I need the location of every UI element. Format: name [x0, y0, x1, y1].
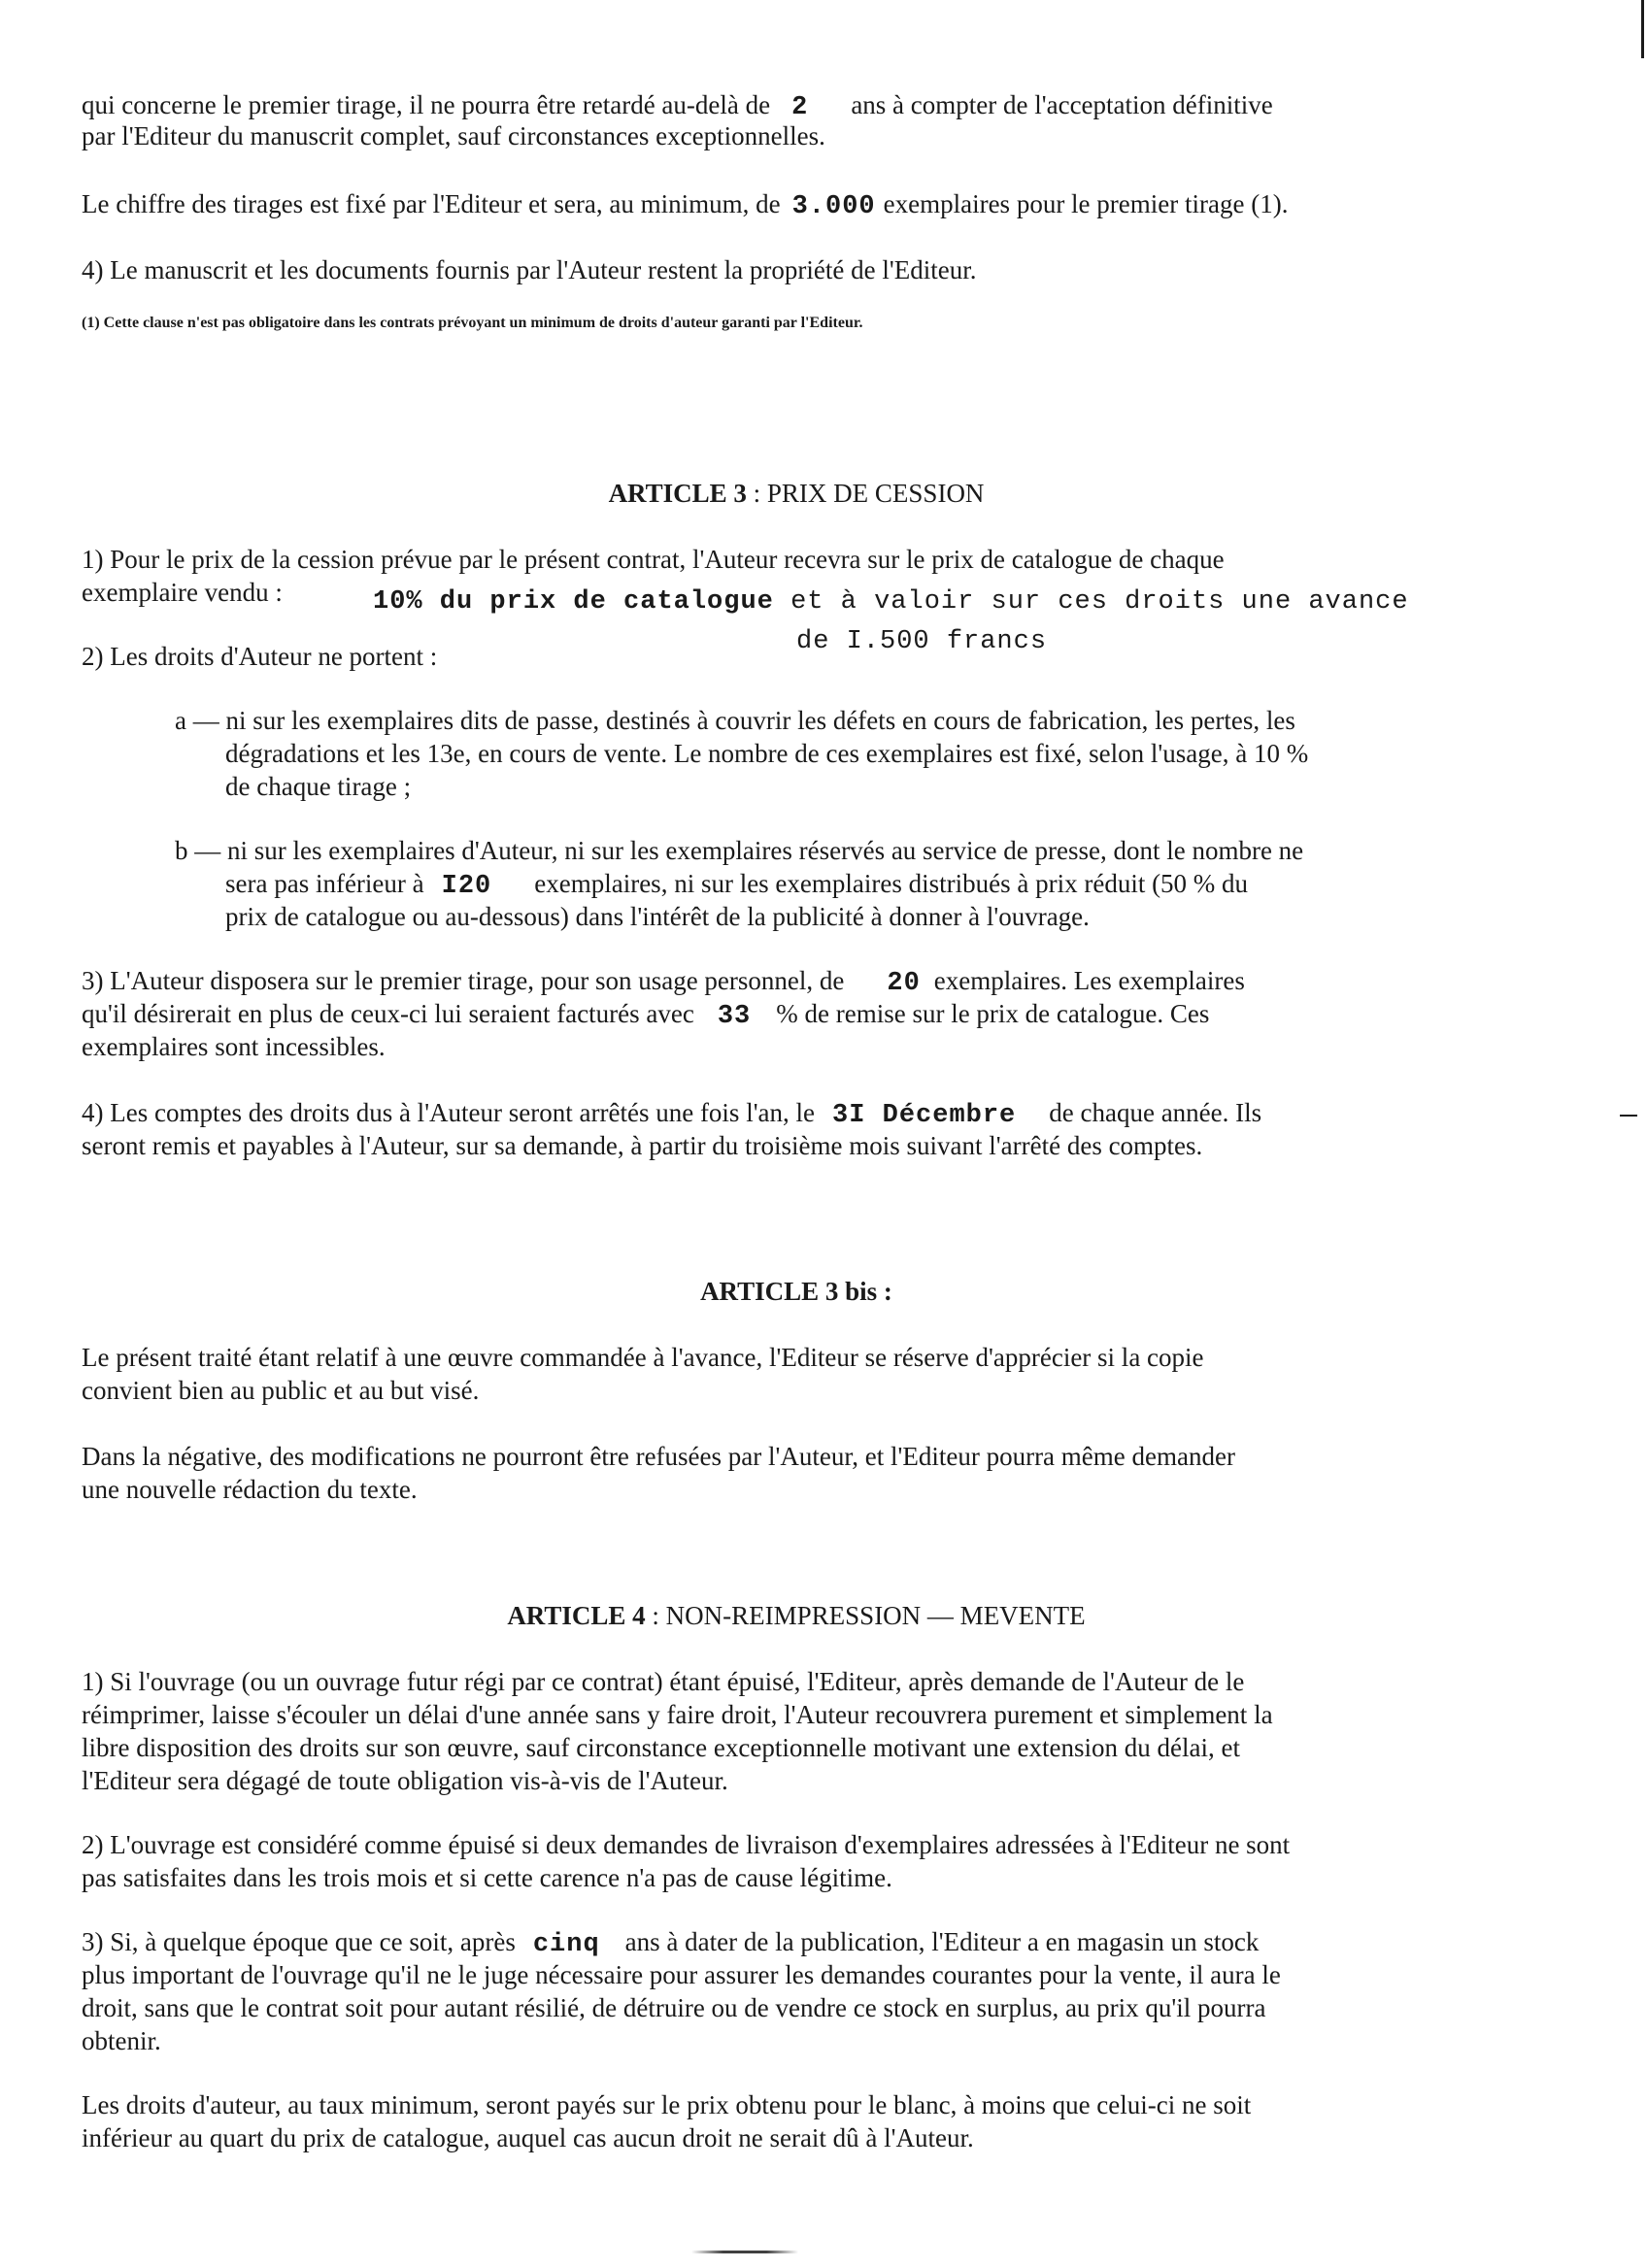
typed-closing-date: 3I Décembre [832, 1101, 1017, 1130]
art4-p2-line-1: 2) L'ouvrage est considéré comme épuisé si deux demandes de livraison d'exemplaires adressées à l'Editeur ne sont [82, 1830, 1291, 1859]
article-3-heading [0, 478, 1593, 509]
art3bis-p2-line-1: Dans la négative, des modifications ne pourront être refusées par l'Auteur, et l'Editeur pourra même demander [82, 1442, 1235, 1471]
article-4-heading [0, 1600, 1593, 1631]
art4-p3-line-1 [82, 1926, 1259, 1960]
art3-p4-line-1-start: 4) Les comptes des droits dus à l'Auteur seront arrêtés une fois l'an, le [82, 1098, 816, 1127]
art4-p1-line-4: l'Editeur sera dégagé de toute obligation vis-à-vis de l'Auteur. [82, 1766, 728, 1795]
art3-p4-line-1 [82, 1097, 1261, 1131]
art3-a-line-3: de chaque tirage ; [225, 772, 412, 801]
art3-b-line-2 [225, 868, 1248, 902]
art3-a-line-2: dégradations et les 13e, en cours de vente. Le nombre de ces exemplaires est fixé, selon l'usage, à 10 % [225, 739, 1309, 768]
art4-p4-line-1: Les droits d'auteur, au taux minimum, seront payés sur le prix obtenu pour le blanc, à moins que celui-ci ne soit [82, 2090, 1252, 2119]
article-3-bis-heading [0, 1276, 1593, 1307]
art3-a-line-1: a — ni sur les exemplaires dits de passe, destinés à couvrir les défets en cours de fabrication, les pertes, les [175, 706, 1295, 735]
art3-b-line-1: b — ni sur les exemplaires d'Auteur, ni sur les exemplaires réservés au service de presse, dont le nombre ne [175, 836, 1304, 865]
intro-line-1-start: qui concerne le premier tirage, il ne pourra être retardé au-delà de [82, 90, 771, 119]
scan-smudge [691, 2251, 798, 2253]
art4-p4-line-2: inférieur au quart du prix de catalogue, auquel cas aucun droit ne serait dû à l'Auteur. [82, 2123, 974, 2152]
art3-p2: 2) Les droits d'Auteur ne portent : [82, 642, 438, 671]
art4-p1-line-2: réimprimer, laisse s'écouler un délai d'une année sans y faire droit, l'Auteur recouvrera purement et simplement la [82, 1700, 1273, 1729]
art4-p1-line-3: libre disposition des droits sur son œuvre, sauf circonstance exceptionnelle motivant une extension du délai, et [82, 1733, 1240, 1762]
article-3-heading-title: : PRIX DE CESSION [746, 479, 985, 508]
typed-press-copies: I20 [441, 872, 492, 901]
typed-royalty-line [373, 586, 1409, 617]
typed-author-copies: 20 [887, 969, 921, 998]
art4-p1-line-1: 1) Si l'ouvrage (ou un ouvrage futur régi par ce contrat) étant épuisé, l'Editeur, après demande de l'Auteur de le [82, 1667, 1245, 1696]
typed-years-stock: cinq [532, 1930, 600, 1959]
typed-tirage-minimum: 3.000 [791, 192, 876, 221]
typed-royalty-rate: 10% du prix de catalogue [373, 587, 774, 617]
art3-p3-line-2 [82, 998, 1209, 1032]
scan-edge-mark [1641, 0, 1644, 58]
art3-p3-line-1 [82, 965, 1245, 999]
typed-discount: 33 [717, 1002, 752, 1031]
art4-p3-line-1-end: ans à dater de la publication, l'Editeur a en magasin un stock [624, 1927, 1260, 1956]
footnote: (1) Cette clause n'est pas obligatoire dans les contrats prévoyant un minimum de droits d'auteur garanti par l'Editeur. [82, 315, 863, 331]
typed-advance-text: et à valoir sur ces droits une avance [773, 587, 1409, 617]
intro-line-1-end: ans à compter de l'acceptation définitive [851, 90, 1273, 119]
art3-p3-line-3: exemplaires sont incessibles. [82, 1032, 386, 1061]
art3-p3-line-2-end: % de remise sur le prix de catalogue. Ces [776, 999, 1210, 1028]
art3-b-line-3: prix de catalogue ou au-dessous) dans l'intérêt de la publicité à donner à l'ouvrage. [225, 902, 1090, 931]
art3bis-p1-line-1: Le présent traité étant relatif à une œuvre commandée à l'avance, l'Editeur se réserve d'apprécier si la copie [82, 1343, 1204, 1372]
art3bis-p2-line-2: une nouvelle rédaction du texte. [82, 1475, 418, 1504]
art4-p2-line-2: pas satisfaites dans les trois mois et si cette carence n'a pas de cause légitime. [82, 1863, 892, 1892]
typed-years-delay: 2 [791, 93, 809, 122]
tirage-line-end: exemplaires pour le premier tirage (1). [883, 189, 1289, 218]
article-3-bis-heading-text: ARTICLE 3 bis : [700, 1277, 892, 1306]
art3-p1-line-2: exemplaire vendu : [82, 578, 283, 607]
art3-p3-line-1-start: 3) L'Auteur disposera sur le premier tirage, pour son usage personnel, de [82, 966, 845, 995]
typed-advance-amount: de I.500 francs [796, 627, 1048, 656]
article-4-heading-title: : NON-REIMPRESSION — MEVENTE [645, 1601, 1086, 1630]
art3-p3-line-1-end: exemplaires. Les exemplaires [933, 966, 1245, 995]
intro-point-4: 4) Le manuscrit et les documents fournis par l'Auteur restent la propriété de l'Editeur. [82, 255, 977, 284]
article-4-heading-number: ARTICLE 4 [507, 1601, 646, 1630]
art3-p3-line-2-start: qu'il désirerait en plus de ceux-ci lui seraient facturés avec [82, 999, 694, 1028]
article-3-heading-number: ARTICLE 3 [608, 479, 747, 508]
art3-p4-line-2: seront remis et payables à l'Auteur, sur sa demande, à partir du troisième mois suivant l'arrêté des comptes. [82, 1131, 1203, 1160]
art3-b-line-2-start: sera pas inférieur à [225, 869, 424, 898]
art4-p3-line-4: obtenir. [82, 2026, 161, 2055]
art3-p4-line-1-end: de chaque année. Ils [1049, 1098, 1262, 1127]
tirage-line-start: Le chiffre des tirages est fixé par l'Editeur et sera, au minimum, de [82, 189, 781, 218]
scan-margin-dash [1620, 1115, 1637, 1117]
art4-p3-line-1-start: 3) Si, à quelque époque que ce soit, après [82, 1927, 516, 1956]
art3-b-line-2-end: exemplaires, ni sur les exemplaires distribués à prix réduit (50 % du [534, 869, 1249, 898]
intro-line-2: par l'Editeur du manuscrit complet, sauf circonstances exceptionnelles. [82, 121, 825, 150]
art4-p3-line-3: droit, sans que le contrat soit pour autant résilié, de détruire ou de vendre ce stock en surplus, au prix qu'il pourra [82, 1993, 1266, 2022]
art4-p3-line-2: plus important de l'ouvrage qu'il ne le juge nécessaire pour assurer les demandes courantes pour la vente, il aura le [82, 1960, 1281, 1989]
intro-line-1 [82, 89, 1273, 123]
art3-p1-line-1: 1) Pour le prix de la cession prévue par le présent contrat, l'Auteur recevra sur le prix de catalogue de chaque [82, 545, 1225, 574]
tirage-line [82, 188, 1288, 222]
art3bis-p1-line-2: convient bien au public et au but visé. [82, 1376, 480, 1405]
